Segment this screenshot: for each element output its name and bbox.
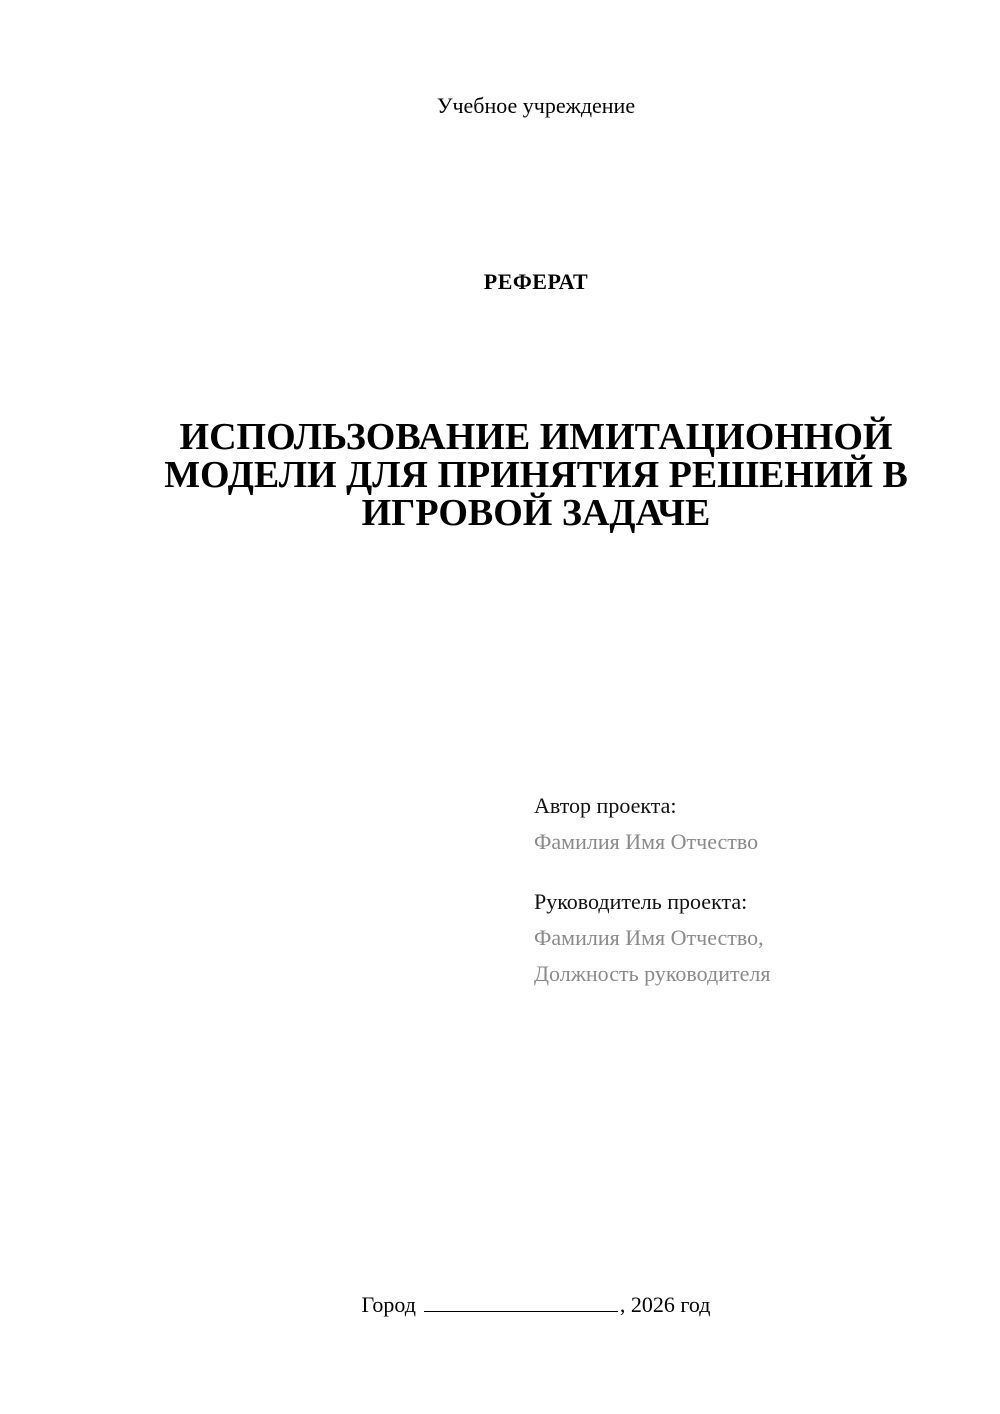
- author-label: Автор проекта:: [534, 793, 677, 818]
- title-line: МОДЕЛИ ДЛЯ ПРИНЯТИЯ РЕШЕНИЙ В: [164, 454, 908, 496]
- year-text: , 2026 год: [619, 1292, 711, 1317]
- title-line: ИГРОВОЙ ЗАДАЧЕ: [361, 492, 711, 534]
- document-type: РЕФЕРАТ: [483, 269, 589, 294]
- footer-city-year: [0, 1290, 1000, 1320]
- document-title: [100, 418, 972, 532]
- institution-name: Учебное учреждение: [436, 93, 636, 118]
- city-label: Город: [361, 1292, 416, 1317]
- supervisor-position: Должность руководителя: [534, 961, 771, 986]
- supervisor-name: Фамилия Имя Отчество,: [534, 925, 764, 950]
- author-name: Фамилия Имя Отчество: [534, 829, 759, 854]
- city-blank-line: [424, 1291, 618, 1312]
- credits-block: [534, 788, 974, 992]
- supervisor-label: Руководитель проекта:: [534, 889, 748, 914]
- title-line: ИСПОЛЬЗОВАНИЕ ИМИТАЦИОННОЙ: [179, 416, 893, 458]
